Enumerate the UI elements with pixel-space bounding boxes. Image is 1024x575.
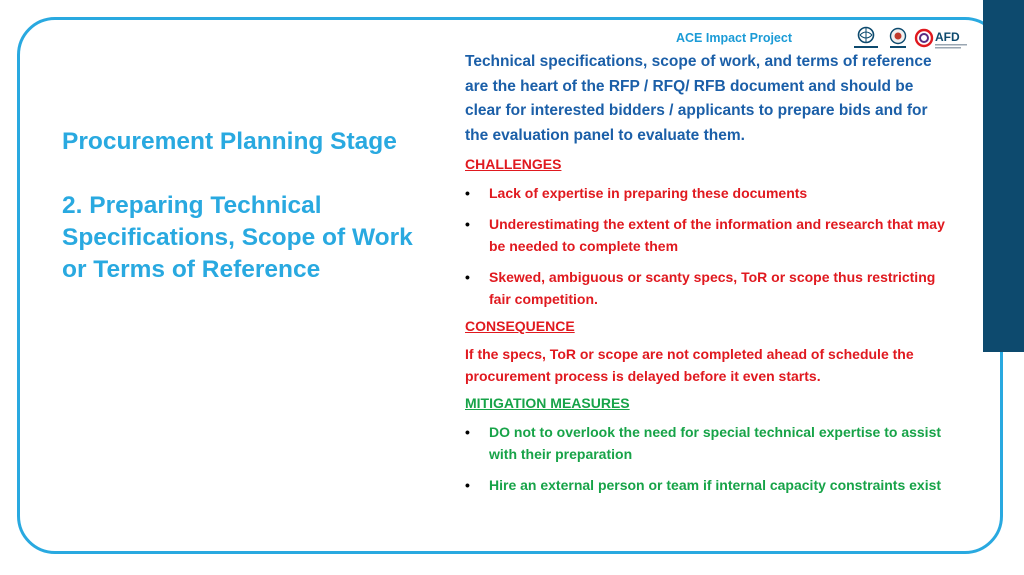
intro-paragraph: Technical specifications, scope of work, and terms of reference are the heart of the RFP / RFQ/ RFB document and should be clear for interested bidders / applicants to prepare bids and for the evaluation panel to evaluate them. [465, 53, 932, 144]
left-title-block [62, 126, 442, 286]
bullet-icon: • [465, 477, 470, 493]
challenges-heading: CHALLENGES [465, 156, 562, 172]
list-item: • Hire an external person or team if internal capacity constraints exist [465, 474, 945, 496]
consequence-paragraph: If the specs, ToR or scope are not completed ahead of schedule the procurement process is delayed before it even starts. [465, 346, 914, 384]
project-title: ACE Impact Project [676, 31, 793, 45]
bullet-icon: • [465, 424, 470, 440]
bullet-icon: • [465, 269, 470, 285]
challenges-list [465, 182, 945, 310]
world-bank-logo [854, 28, 878, 49]
mitigation-heading: MITIGATION MEASURES [465, 395, 630, 411]
consequence-heading: CONSEQUENCE [465, 318, 575, 334]
mitigation-list [465, 421, 945, 496]
section-title: 2. Preparing Technical Specifications, Scope of Work or Terms of Reference [62, 192, 413, 283]
content-column [465, 50, 945, 496]
list-item: • Lack of expertise in preparing these documents [465, 182, 945, 204]
list-item: • Skewed, ambiguous or scanty specs, ToR or scope thus restricting fair competition. [465, 266, 945, 310]
bullet-icon: • [465, 185, 470, 201]
bullet-icon: • [465, 216, 470, 232]
partner-logos [852, 26, 970, 52]
afd-logo [916, 30, 967, 49]
slide-title: Procurement Planning Stage [62, 128, 397, 155]
list-item: • DO not to overlook the need for special technical expertise to assist with their preparation [465, 421, 945, 465]
list-item: • Underestimating the extent of the information and research that may be needed to complete them [465, 213, 945, 257]
aau-logo [890, 29, 906, 49]
afd-wordmark: AFD [935, 30, 960, 44]
side-accent-bar [983, 0, 1024, 352]
